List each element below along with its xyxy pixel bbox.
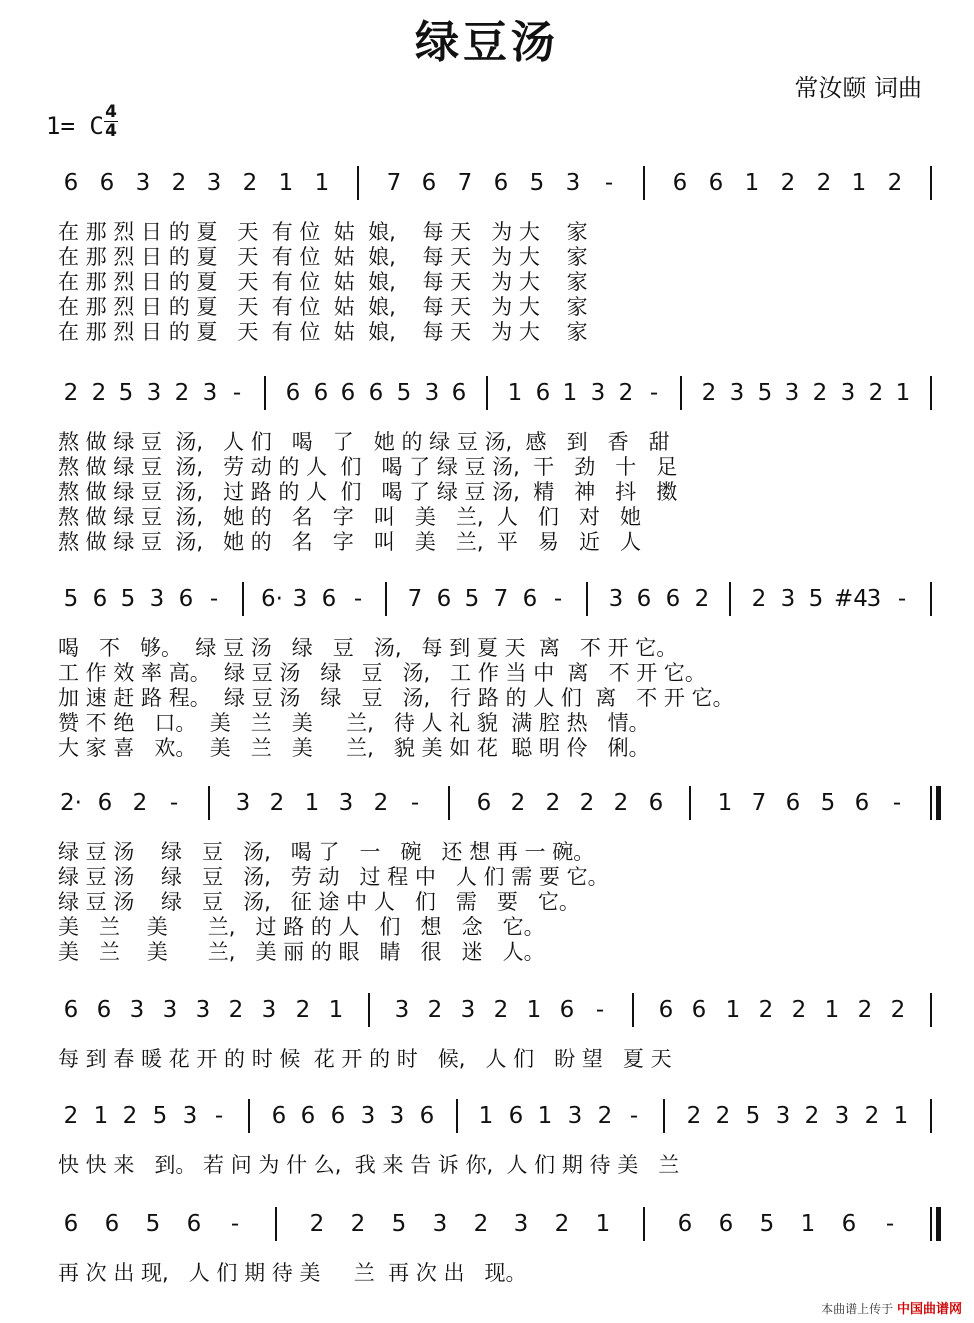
note: 7 bbox=[386, 170, 402, 196]
note: 3 bbox=[840, 380, 856, 406]
note: 1 bbox=[278, 170, 294, 196]
score-title: 绿豆汤 bbox=[415, 17, 559, 68]
note: 2 bbox=[597, 1103, 613, 1129]
note: 2 bbox=[758, 997, 774, 1023]
note: 1 bbox=[304, 790, 320, 816]
lyric-line: 绿 豆 汤 绿 豆 汤, 劳 动 过 程 中 人 们 需 要 它。 bbox=[58, 865, 609, 889]
note: 2 bbox=[427, 997, 443, 1023]
barline bbox=[264, 376, 266, 410]
note: 3 bbox=[202, 380, 218, 406]
lyric-line: 绿 豆 汤 绿 豆 汤, 喝 了 一 碗 还 想 再 一 碗。 bbox=[58, 840, 595, 864]
note: 1 bbox=[824, 997, 840, 1023]
note: 6 bbox=[96, 997, 112, 1023]
note: 2 bbox=[887, 170, 903, 196]
note: 2 bbox=[701, 380, 717, 406]
note-extension: - bbox=[169, 790, 179, 816]
note: 6 bbox=[476, 790, 492, 816]
lyric-line: 再 次 出 现, 人 们 期 待 美 兰 再 次 出 现。 bbox=[58, 1261, 527, 1285]
note: 2 bbox=[132, 790, 148, 816]
note: 2 bbox=[618, 380, 634, 406]
note: 6 bbox=[99, 170, 115, 196]
note: 6 bbox=[841, 1211, 857, 1237]
note-extension: - bbox=[232, 380, 242, 406]
note: 6 bbox=[493, 170, 509, 196]
lyric-line: 熬 做 绿 豆 汤, 人 们 喝 了 她 的 绿 豆 汤, 感 到 香 甜 bbox=[58, 430, 670, 454]
note: 6 bbox=[708, 170, 724, 196]
note: #4 bbox=[834, 586, 868, 612]
note: 5 bbox=[152, 1103, 168, 1129]
note: 2 bbox=[493, 997, 509, 1023]
note: 2 bbox=[791, 997, 807, 1023]
notation-line bbox=[0, 1091, 974, 1141]
note-extension: - bbox=[214, 1103, 224, 1129]
lyric-line: 快 快 来 到。 若 问 为 什 么, 我 来 告 诉 你, 人 们 期 待 美 兰 bbox=[58, 1153, 680, 1177]
note: 6 bbox=[186, 1211, 202, 1237]
note: 6 bbox=[285, 380, 301, 406]
note: 6 bbox=[658, 997, 674, 1023]
time-signature bbox=[104, 104, 118, 139]
note: 1 bbox=[717, 790, 733, 816]
barline bbox=[486, 376, 488, 410]
lyric-line: 熬 做 绿 豆 汤, 她 的 名 字 叫 美 兰, 人 们 对 她 bbox=[58, 505, 641, 529]
lyric-line: 在 那 烈 日 的 夏 天 有 位 姑 娘, 每 天 为 大 家 bbox=[58, 245, 588, 269]
barline bbox=[242, 582, 244, 616]
lyric-line: 美 兰 美 兰, 过 路 的 人 们 想 念 它。 bbox=[58, 915, 545, 939]
notation-line bbox=[0, 778, 974, 828]
lyric-line: 赞 不 绝 口。 美 兰 美 兰, 待 人 礼 貌 满 腔 热 情。 bbox=[58, 711, 650, 735]
time-signature-top: 4 bbox=[105, 102, 117, 122]
barline bbox=[930, 166, 932, 200]
note: 5 bbox=[808, 586, 824, 612]
barline bbox=[643, 166, 645, 200]
note: 5 bbox=[391, 1211, 407, 1237]
note: 1 bbox=[478, 1103, 494, 1129]
note: 5 bbox=[820, 790, 836, 816]
note: 7 bbox=[493, 586, 509, 612]
note: 7 bbox=[751, 790, 767, 816]
note-extension: - bbox=[410, 790, 420, 816]
barline bbox=[663, 1099, 665, 1133]
note: 6 bbox=[691, 997, 707, 1023]
note: 2 bbox=[751, 586, 767, 612]
note: 3 bbox=[513, 1211, 529, 1237]
note: 2 bbox=[373, 790, 389, 816]
note: 3 bbox=[292, 586, 308, 612]
note: 2 bbox=[812, 380, 828, 406]
barline bbox=[275, 1207, 277, 1241]
note: 6 bbox=[436, 586, 452, 612]
lyric-line: 喝 不 够。 绿 豆 汤 绿 豆 汤, 每 到 夏 天 离 不 开 它。 bbox=[58, 636, 678, 660]
note: 3 bbox=[129, 997, 145, 1023]
note: 6· bbox=[261, 586, 283, 612]
note: 6 bbox=[92, 586, 108, 612]
note: 2 bbox=[613, 790, 629, 816]
note: 2 bbox=[686, 1103, 702, 1129]
note: 1 bbox=[93, 1103, 109, 1129]
note: 6 bbox=[785, 790, 801, 816]
note: 3 bbox=[432, 1211, 448, 1237]
note: 3 bbox=[149, 586, 165, 612]
note: 6 bbox=[677, 1211, 693, 1237]
note: 6 bbox=[421, 170, 437, 196]
lyric-line: 绿 豆 汤 绿 豆 汤, 征 途 中 人 们 需 要 它。 bbox=[58, 890, 580, 914]
note: 6 bbox=[559, 997, 575, 1023]
lyric-line: 熬 做 绿 豆 汤, 过 路 的 人 们 喝 了 绿 豆 汤, 精 神 抖 擞 bbox=[58, 480, 678, 504]
barline bbox=[930, 1207, 932, 1241]
note: 6 bbox=[535, 380, 551, 406]
final-barline bbox=[936, 786, 941, 820]
note: 5 bbox=[464, 586, 480, 612]
watermark-site: 中国曲谱网 bbox=[896, 1302, 962, 1317]
note: 2 bbox=[174, 380, 190, 406]
note: 3 bbox=[135, 170, 151, 196]
note: 3 bbox=[146, 380, 162, 406]
note: 5 bbox=[529, 170, 545, 196]
note-extension: - bbox=[353, 586, 363, 612]
note-extension: - bbox=[629, 1103, 639, 1129]
note-extension: - bbox=[649, 380, 659, 406]
barline bbox=[643, 1207, 645, 1241]
note: 6 bbox=[63, 170, 79, 196]
lyric-line: 工 作 效 率 高。 绿 豆 汤 绿 豆 汤, 工 作 当 中 离 不 开 它。 bbox=[58, 661, 706, 685]
note: 3 bbox=[780, 586, 796, 612]
note-extension: - bbox=[595, 997, 605, 1023]
note: 3 bbox=[261, 997, 277, 1023]
notation-line bbox=[0, 368, 974, 418]
note: 2 bbox=[804, 1103, 820, 1129]
note: 1 bbox=[328, 997, 344, 1023]
note: 2 bbox=[122, 1103, 138, 1129]
note: 6 bbox=[313, 380, 329, 406]
note: 3 bbox=[729, 380, 745, 406]
lyric-line: 加 速 赶 路 程。 绿 豆 汤 绿 豆 汤, 行 路 的 人 们 离 不 开 它。 bbox=[58, 686, 734, 710]
note: 2 bbox=[780, 170, 796, 196]
note: 3 bbox=[460, 997, 476, 1023]
note: 2· bbox=[60, 790, 82, 816]
note: 3 bbox=[338, 790, 354, 816]
note: 5 bbox=[63, 586, 79, 612]
note-extension: - bbox=[209, 586, 219, 612]
note: 2 bbox=[295, 997, 311, 1023]
barline bbox=[930, 1099, 932, 1133]
note: 1 bbox=[314, 170, 330, 196]
notation-line bbox=[0, 985, 974, 1035]
note: 3 bbox=[360, 1103, 376, 1129]
note: 2 bbox=[715, 1103, 731, 1129]
note: 1 bbox=[725, 997, 741, 1023]
note: 6 bbox=[508, 1103, 524, 1129]
barline bbox=[448, 786, 450, 820]
barline bbox=[586, 582, 588, 616]
note: 1 bbox=[895, 380, 911, 406]
note: 3 bbox=[182, 1103, 198, 1129]
lyric-line: 在 那 烈 日 的 夏 天 有 位 姑 娘, 每 天 为 大 家 bbox=[58, 220, 588, 244]
note: 5 bbox=[145, 1211, 161, 1237]
note: 2 bbox=[545, 790, 561, 816]
note: 6 bbox=[672, 170, 688, 196]
barline bbox=[930, 993, 932, 1027]
note: 3 bbox=[834, 1103, 850, 1129]
note: 2 bbox=[473, 1211, 489, 1237]
note: 6 bbox=[300, 1103, 316, 1129]
note: 6 bbox=[419, 1103, 435, 1129]
note: 5 bbox=[759, 1211, 775, 1237]
note: 6 bbox=[522, 586, 538, 612]
lyric-line: 大 家 喜 欢。 美 兰 美 兰, 貌 美 如 花 聪 明 伶 俐。 bbox=[58, 736, 650, 760]
final-barline bbox=[936, 1207, 941, 1241]
note: 2 bbox=[269, 790, 285, 816]
note: 5 bbox=[118, 380, 134, 406]
note: 3 bbox=[195, 997, 211, 1023]
barline bbox=[930, 376, 932, 410]
barline bbox=[368, 993, 370, 1027]
lyric-line: 熬 做 绿 豆 汤, 她 的 名 字 叫 美 兰, 平 易 近 人 bbox=[58, 530, 641, 554]
lyric-line: 在 那 烈 日 的 夏 天 有 位 姑 娘, 每 天 为 大 家 bbox=[58, 295, 588, 319]
note: 3 bbox=[590, 380, 606, 406]
note: 5 bbox=[396, 380, 412, 406]
note: 3 bbox=[775, 1103, 791, 1129]
note: 1 bbox=[562, 380, 578, 406]
note: 2 bbox=[91, 380, 107, 406]
note: 2 bbox=[228, 997, 244, 1023]
note: 2 bbox=[63, 1103, 79, 1129]
note: 7 bbox=[407, 586, 423, 612]
note: 2 bbox=[579, 790, 595, 816]
note: 6 bbox=[368, 380, 384, 406]
note: 2 bbox=[63, 380, 79, 406]
note: 2 bbox=[857, 997, 873, 1023]
note-extension: - bbox=[897, 586, 907, 612]
note: 2 bbox=[890, 997, 906, 1023]
note: 3 bbox=[162, 997, 178, 1023]
lyric-line: 熬 做 绿 豆 汤, 劳 动 的 人 们 喝 了 绿 豆 汤, 干 劲 十 足 bbox=[58, 455, 678, 479]
note: 7 bbox=[457, 170, 473, 196]
note: 2 bbox=[309, 1211, 325, 1237]
lyric-line: 美 兰 美 兰, 美 丽 的 眼 睛 很 迷 人。 bbox=[58, 940, 545, 964]
note: 6 bbox=[321, 586, 337, 612]
note: 2 bbox=[868, 380, 884, 406]
note: 6 bbox=[330, 1103, 346, 1129]
note: 1 bbox=[744, 170, 760, 196]
note: 3 bbox=[389, 1103, 405, 1129]
barline bbox=[357, 166, 359, 200]
note: 3 bbox=[866, 586, 882, 612]
lyric-line: 在 那 烈 日 的 夏 天 有 位 姑 娘, 每 天 为 大 家 bbox=[58, 320, 588, 344]
note: 2 bbox=[554, 1211, 570, 1237]
note: 6 bbox=[97, 790, 113, 816]
barline bbox=[208, 786, 210, 820]
watermark bbox=[821, 1298, 962, 1317]
barline bbox=[729, 582, 731, 616]
notation-line bbox=[0, 158, 974, 208]
note: 6 bbox=[63, 1211, 79, 1237]
note: 3 bbox=[608, 586, 624, 612]
note: 3 bbox=[394, 997, 410, 1023]
note-extension: - bbox=[604, 170, 614, 196]
note: 6 bbox=[648, 790, 664, 816]
note: 2 bbox=[350, 1211, 366, 1237]
barline bbox=[930, 786, 932, 820]
barline bbox=[632, 993, 634, 1027]
note: 6 bbox=[665, 586, 681, 612]
note: 6 bbox=[271, 1103, 287, 1129]
note: 2 bbox=[242, 170, 258, 196]
barline bbox=[680, 376, 682, 410]
barline bbox=[689, 786, 691, 820]
notation-line bbox=[0, 574, 974, 624]
barline bbox=[930, 582, 932, 616]
note: 3 bbox=[206, 170, 222, 196]
note: 6 bbox=[451, 380, 467, 406]
notation-line bbox=[0, 1199, 974, 1249]
note: 1 bbox=[537, 1103, 553, 1129]
note: 3 bbox=[784, 380, 800, 406]
note: 3 bbox=[424, 380, 440, 406]
barline bbox=[385, 582, 387, 616]
note: 1 bbox=[800, 1211, 816, 1237]
note: 1 bbox=[507, 380, 523, 406]
note-extension: - bbox=[885, 1211, 895, 1237]
note: 2 bbox=[816, 170, 832, 196]
note: 6 bbox=[178, 586, 194, 612]
note-extension: - bbox=[553, 586, 563, 612]
note: 6 bbox=[854, 790, 870, 816]
note: 6 bbox=[718, 1211, 734, 1237]
note: 3 bbox=[567, 1103, 583, 1129]
note: 1 bbox=[595, 1211, 611, 1237]
composer-credit: 常汝颐 词曲 bbox=[794, 74, 922, 102]
note: 2 bbox=[171, 170, 187, 196]
note: 6 bbox=[636, 586, 652, 612]
note: 1 bbox=[893, 1103, 909, 1129]
note: 3 bbox=[235, 790, 251, 816]
key-signature: 1= C bbox=[46, 112, 104, 140]
note: 2 bbox=[694, 586, 710, 612]
lyric-line: 每 到 春 暖 花 开 的 时 候 花 开 的 时 候, 人 们 盼 望 夏 天 bbox=[58, 1047, 672, 1071]
note: 1 bbox=[526, 997, 542, 1023]
note: 2 bbox=[510, 790, 526, 816]
note: 6 bbox=[340, 380, 356, 406]
note: 3 bbox=[565, 170, 581, 196]
note-extension: - bbox=[230, 1211, 240, 1237]
watermark-prefix: 本曲谱上传于 bbox=[821, 1302, 894, 1316]
note: 5 bbox=[120, 586, 136, 612]
note: 5 bbox=[757, 380, 773, 406]
note: 2 bbox=[864, 1103, 880, 1129]
note: 6 bbox=[63, 997, 79, 1023]
note: 1 bbox=[851, 170, 867, 196]
barline bbox=[456, 1099, 458, 1133]
time-signature-bottom: 4 bbox=[105, 121, 117, 141]
lyric-line: 在 那 烈 日 的 夏 天 有 位 姑 娘, 每 天 为 大 家 bbox=[58, 270, 588, 294]
note-extension: - bbox=[892, 790, 902, 816]
note: 6 bbox=[104, 1211, 120, 1237]
barline bbox=[248, 1099, 250, 1133]
note: 5 bbox=[745, 1103, 761, 1129]
